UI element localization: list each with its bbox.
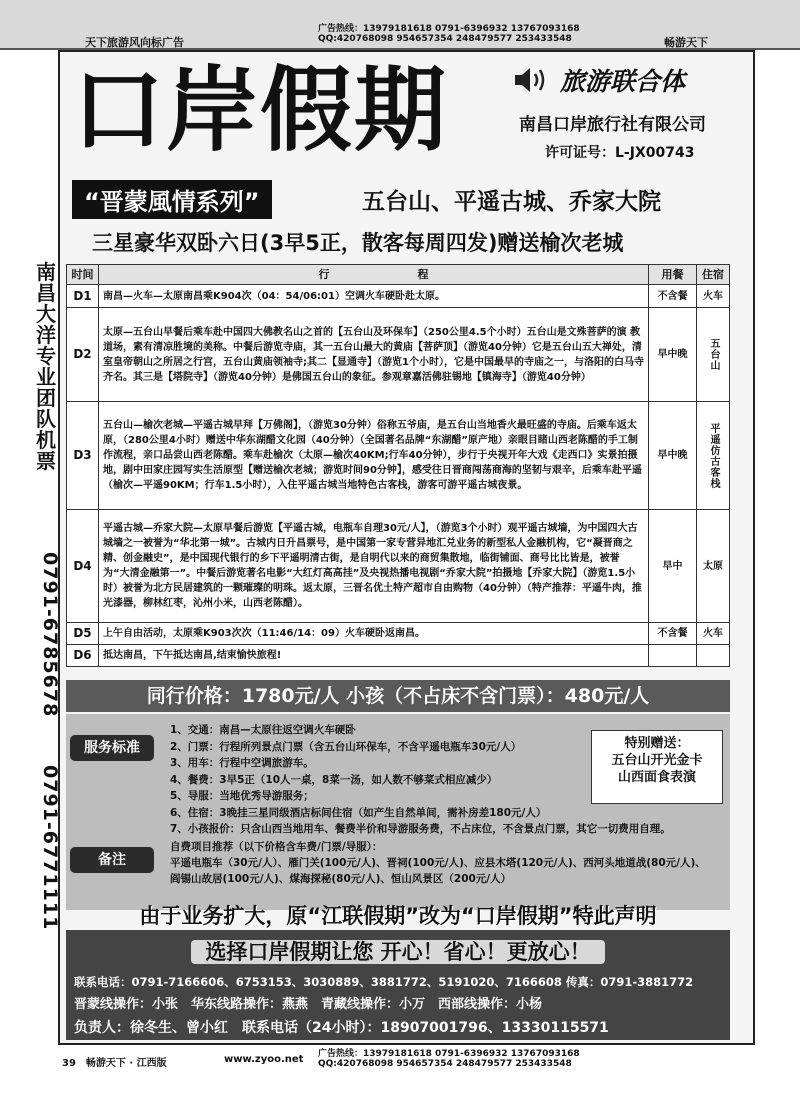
row-stay xyxy=(697,645,730,667)
banner-right: 畅游天下 xyxy=(664,36,708,49)
table-header-row xyxy=(67,265,730,285)
row-meal: 早中 xyxy=(649,510,697,623)
table-row xyxy=(67,623,730,645)
slogan xyxy=(66,936,730,966)
price-bar: 同行价格：1780元/人 小孩（不占床不含门票）：480元/人 xyxy=(66,680,730,712)
row-meal xyxy=(649,645,697,667)
row-stay: 平遥仿古客栈 xyxy=(697,402,730,510)
row-desc: 平遥古城—乔家大院—太原早餐后游览【平遥古城，电瓶车自理30元/人】，（游览3个小时）观平遥古城墙，为中国四大古城墙之一被誉为“华北第一城”。古城内日升昌票号，是中国第一家专营异地汇兑业务的新型私人金融机构，它“凝晋商之精、创金融史”，是中国现代银行的乡下平遥明清古街，是自明代以来的商贸集散地，临街铺面、商号比比皆是，被誉为“大清金融第一”。中餐后游览著名电影“大红灯高高挂”及央视热播电视剧“乔家大院”拍摄地【乔家大院】（游览1.5小时）被誉为北方民居建筑的一颗璀璨的明珠。返太原，三晋名优土特产超市自由购物（40分钟）（特产推荐：平遥牛肉，推光漆器，柳林红枣，沁州小米，山西老陈醋）。 xyxy=(99,510,649,623)
banner-hotline: 广告热线：13979181618 0791-6396932 13767093168 QQ:420768098 954657354 248479577 253433548 xyxy=(318,24,580,44)
tour-subtitle: 三星豪华双卧六日(3早5正，散客每周四发)赠送榆次老城 xyxy=(92,231,624,255)
website-url[interactable]: www.zyoo.net xyxy=(224,1054,304,1065)
note-heading: 自费项目推荐（以下价格含车费/门票/导服）： xyxy=(170,841,383,853)
list-item: 1、交通：南昌—太原往返空调火车硬卧 xyxy=(170,724,356,736)
header-stay: 住宿 xyxy=(697,265,730,285)
row-desc: 五台山—榆次老城—平遥古城早拜【万佛阁】，（游览30分钟）俗称五爷庙，是五台山当地香火最旺盛的寺庙。后乘车返太原，（280公里4小时）赠送中华东湖醋文化园（40分钟）（全国著名品牌“东湖醋”原产地）亲眼目睹山西老陈醋的手工制作流程，亲口品尝山西老陈醋。乘车赴榆次（太原—榆次40KM;行车40分钟），步行于央视开年大戏《走西口》实景拍摄地，剧中田家庄园写实生活原型【赠送榆次老城；游览时间90分钟】，感受往日晋商闯荡商海的坚韧与艰辛，后乘车赴平遥（榆次—平遥90KM；行车1.5小时），入住平遥古城当地特色古客栈，游客可游平遥古城夜景。 xyxy=(99,402,649,510)
table-row xyxy=(67,645,730,667)
header-itinerary: 行 程 xyxy=(99,265,649,285)
operators: 晋蒙线操作：小张 华东线路操作：燕燕 青藏线操作：小万 西部线操作：小杨 xyxy=(74,997,543,1012)
table-row xyxy=(67,402,730,510)
speaker-icon xyxy=(513,64,549,96)
gift-line-2: 山西面食表演 xyxy=(617,770,696,785)
list-item: 2、门票：行程所列景点门票（含五台山环保车，不含平遥电瓶车30元/人） xyxy=(170,740,522,753)
name-change-notice: 由于业务扩大，原“江联假期”改为“口岸假期”特此声明 xyxy=(139,904,657,928)
note-list xyxy=(170,839,706,887)
service-tag: 服务标准 xyxy=(70,735,154,761)
page-number: 39 畅游天下 · 江西版 xyxy=(62,1058,167,1069)
top-banner xyxy=(0,0,800,50)
header-meal: 用餐 xyxy=(649,265,697,285)
row-desc: 上午自由活动，太原乘K903次次（11:46/14：09）火车硬卧返南昌。 xyxy=(99,623,649,645)
row-day: D4 xyxy=(67,510,99,623)
footer-hotline: 广告热线：13979181618 0791-6396932 13767093168 QQ:420768098 954657354 248479577 253433548 xyxy=(318,1049,580,1069)
sights-heading: 五台山、平遥古城、乔家大院 xyxy=(362,189,661,215)
row-stay: 火车 xyxy=(697,285,730,308)
row-stay: 太原 xyxy=(697,510,730,623)
series-badge: “晋蒙風情系列” xyxy=(72,180,272,219)
list-item: 平遥电瓶车（30元/人）、雁门关(100元/人)、晋祠(100元/人)、应县木塔(120元/人)、西河头地道战(80元/人)、 xyxy=(170,857,706,869)
row-desc: 太原—五台山早餐后乘车赴中国四大佛教名山之首的【五台山及环保车】（250公里4.5个小时）五台山是文殊菩萨的演 教道场，素有清凉胜境的美称。中餐后游览寺庙，其一五台山最大的黄庙【菩萨顶】（游览40分钟）它是五台山五大禅处，清室皇帝朝山之所居之行宫，五台山黄庙领袖寺;其二【显通寺】（游览1个小时），它是中国最早的寺庙之一，与洛阳的白马寺齐名。其三是【塔院寺】（游览40分钟）是佛国五台山的象征。参观章嘉活佛驻锡地【镇海寺】（游览40分钟） xyxy=(99,308,649,402)
row-day: D2 xyxy=(67,308,99,402)
row-stay: 火车 xyxy=(697,623,730,645)
contact-phones: 联系电话：0791-7166606、6753153、3030889、3881772、5191020、7166608 传真：0791-3881772 xyxy=(74,975,694,989)
row-desc: 抵达南昌，下午抵达南昌,结束愉快旅程! xyxy=(99,645,649,667)
list-item: 7、小孩报价：只含山西当地用车、餐费半价和导游服务费，不占床位，不含景点门票，其它一切费用自理。 xyxy=(170,823,671,835)
row-meal: 早中晚 xyxy=(649,402,697,510)
footer xyxy=(0,1048,800,1078)
itinerary-table xyxy=(66,264,730,667)
row-meal: 不含餐 xyxy=(649,623,697,645)
list-item: 4、餐费：3早5正（10人一桌，8菜一汤，如人数不够菜式相应减少） xyxy=(170,773,498,786)
side-phone-2: 0791-6771111 xyxy=(39,765,61,931)
table-row xyxy=(67,308,730,402)
table-row xyxy=(67,285,730,308)
gift-line-1: 五台山开光金卡 xyxy=(611,753,703,768)
table-row xyxy=(67,510,730,623)
side-ticket-label: 南昌大洋专业团队机票 xyxy=(36,260,56,473)
row-day: D3 xyxy=(67,402,99,510)
row-day: D5 xyxy=(67,623,99,645)
row-meal: 不含餐 xyxy=(649,285,697,308)
row-day: D6 xyxy=(67,645,99,667)
union-label: 旅游联合体 xyxy=(560,67,686,96)
header-time: 时间 xyxy=(67,265,99,285)
row-stay: 五台山 xyxy=(697,308,730,402)
row-meal: 早中晚 xyxy=(649,308,697,402)
license-number: 许可证号：L-JX00743 xyxy=(545,145,695,161)
gift-title: 特别赠送： xyxy=(624,736,690,751)
note-tag: 备注 xyxy=(70,847,154,873)
list-item: 6、住宿：3晚挂三星同级酒店标间住宿（如产生自然单间，需补房差180元/人） xyxy=(170,806,547,819)
row-desc: 南昌—火车—太原南昌乘K904次（04：54/06:01）空调火车硬卧赴太原。 xyxy=(99,285,649,308)
gift-box xyxy=(591,730,723,804)
slogan-text: 选择口岸假期让您 开心！省心！更放心！ xyxy=(191,940,604,964)
company-name: 南昌口岸旅行社有限公司 xyxy=(519,115,706,135)
list-item: 5、导服：当地优秀导游服务； xyxy=(170,790,314,802)
row-day: D1 xyxy=(67,285,99,308)
list-item: 3、用车：行程中空调旅游车。 xyxy=(170,757,314,769)
responsible-person: 负责人：徐冬生、曾小红 联系电话（24小时）：18907001796、13330115571 xyxy=(74,1020,609,1036)
list-item: 阎锡山故居(100元/人)、煤海探秘(80元/人)、恒山风景区（200元/人） xyxy=(170,873,512,885)
side-phone-1: 0791-6785678 xyxy=(39,552,61,718)
brand-title: 口岸假期 xyxy=(72,56,449,164)
banner-left: 天下旅游风向标广告 xyxy=(85,36,184,49)
